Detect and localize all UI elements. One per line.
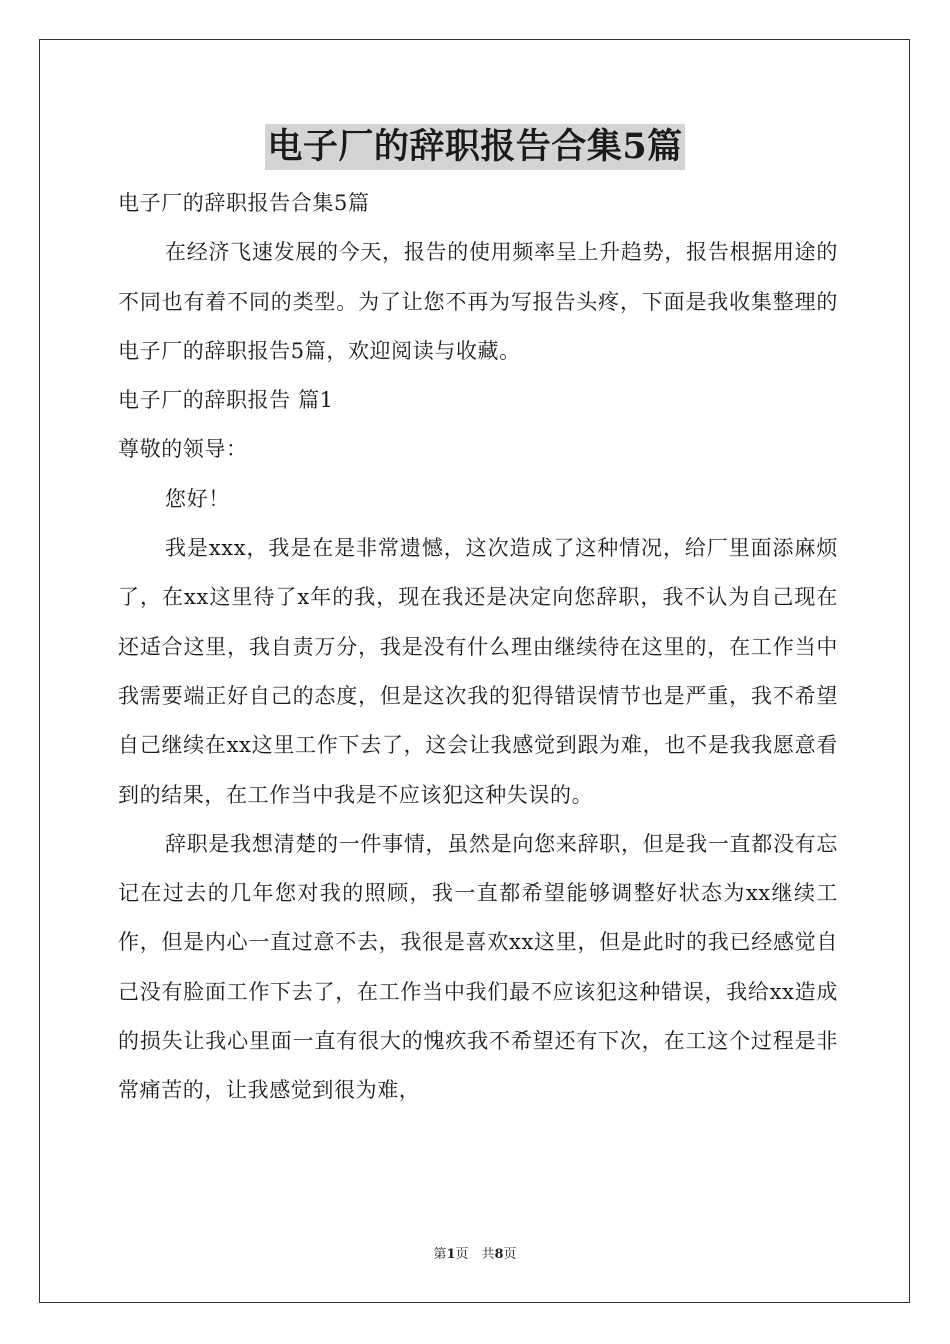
footer-total-pages: 8 [494, 1247, 504, 1262]
document-body [118, 179, 838, 1116]
greeting: 您好！ [165, 486, 230, 511]
paragraph: 在经济飞速发展的今天，报告的使用频率呈上升趋势，报告根据用途的不同也有着不同的类型。为了让您不再为写报告头疼，下面是我收集整理的电子厂的辞职报告5篇，欢迎阅读与收藏。 [118, 240, 838, 363]
footer-page-suffix: 页 [503, 1247, 517, 1262]
paragraph: 辞职是我想清楚的一件事情，虽然是向您来辞职，但是我一直都没有忘记在过去的几年您对我的照顾，我一直都希望能够调整好状态为xx继续工作，但是内心一直过意不去，我很是喜欢xx这里，但是此时的我已经感觉自己没有脸面工作下去了，在工作当中我们最不应该犯这种错误，我给xx造成的损失让我心里面一直有很大的愧疚我不希望还有下次，在工这个过程是非常痛苦的，让我感觉到很为难， [118, 831, 838, 1103]
section-heading: 电子厂的辞职报告 篇1 [118, 388, 334, 413]
footer-page-prefix: 第 [433, 1247, 447, 1262]
salutation: 尊敬的领导： [118, 437, 248, 462]
document-title-container [0, 124, 950, 172]
document-title: 电子厂的辞职报告合集5篇 [265, 124, 684, 170]
footer-page-mid: 页 共 [455, 1247, 495, 1262]
paragraph: 我是xxx，我是在是非常遗憾，这次造成了这种情况，给厂里面添麻烦了，在xx这里待了x年的我，现在我还是决定向您辞职，我不认为自己现在还适合这里，我自责万分，我是没有什么理由继续待在这里的，在工作当中我需要端正好自己的态度，但是这次我的犯得错误情节也是严重，我不希望自己继续在xx这里工作下去了，这会让我感觉到跟为难，也不是我我愿意看到的结果，在工作当中我是不应该犯这种失误的。 [118, 536, 838, 807]
page-footer [0, 1243, 950, 1262]
footer-page-number: 1 [446, 1247, 456, 1262]
paragraph: 电子厂的辞职报告合集5篇 [118, 191, 370, 215]
